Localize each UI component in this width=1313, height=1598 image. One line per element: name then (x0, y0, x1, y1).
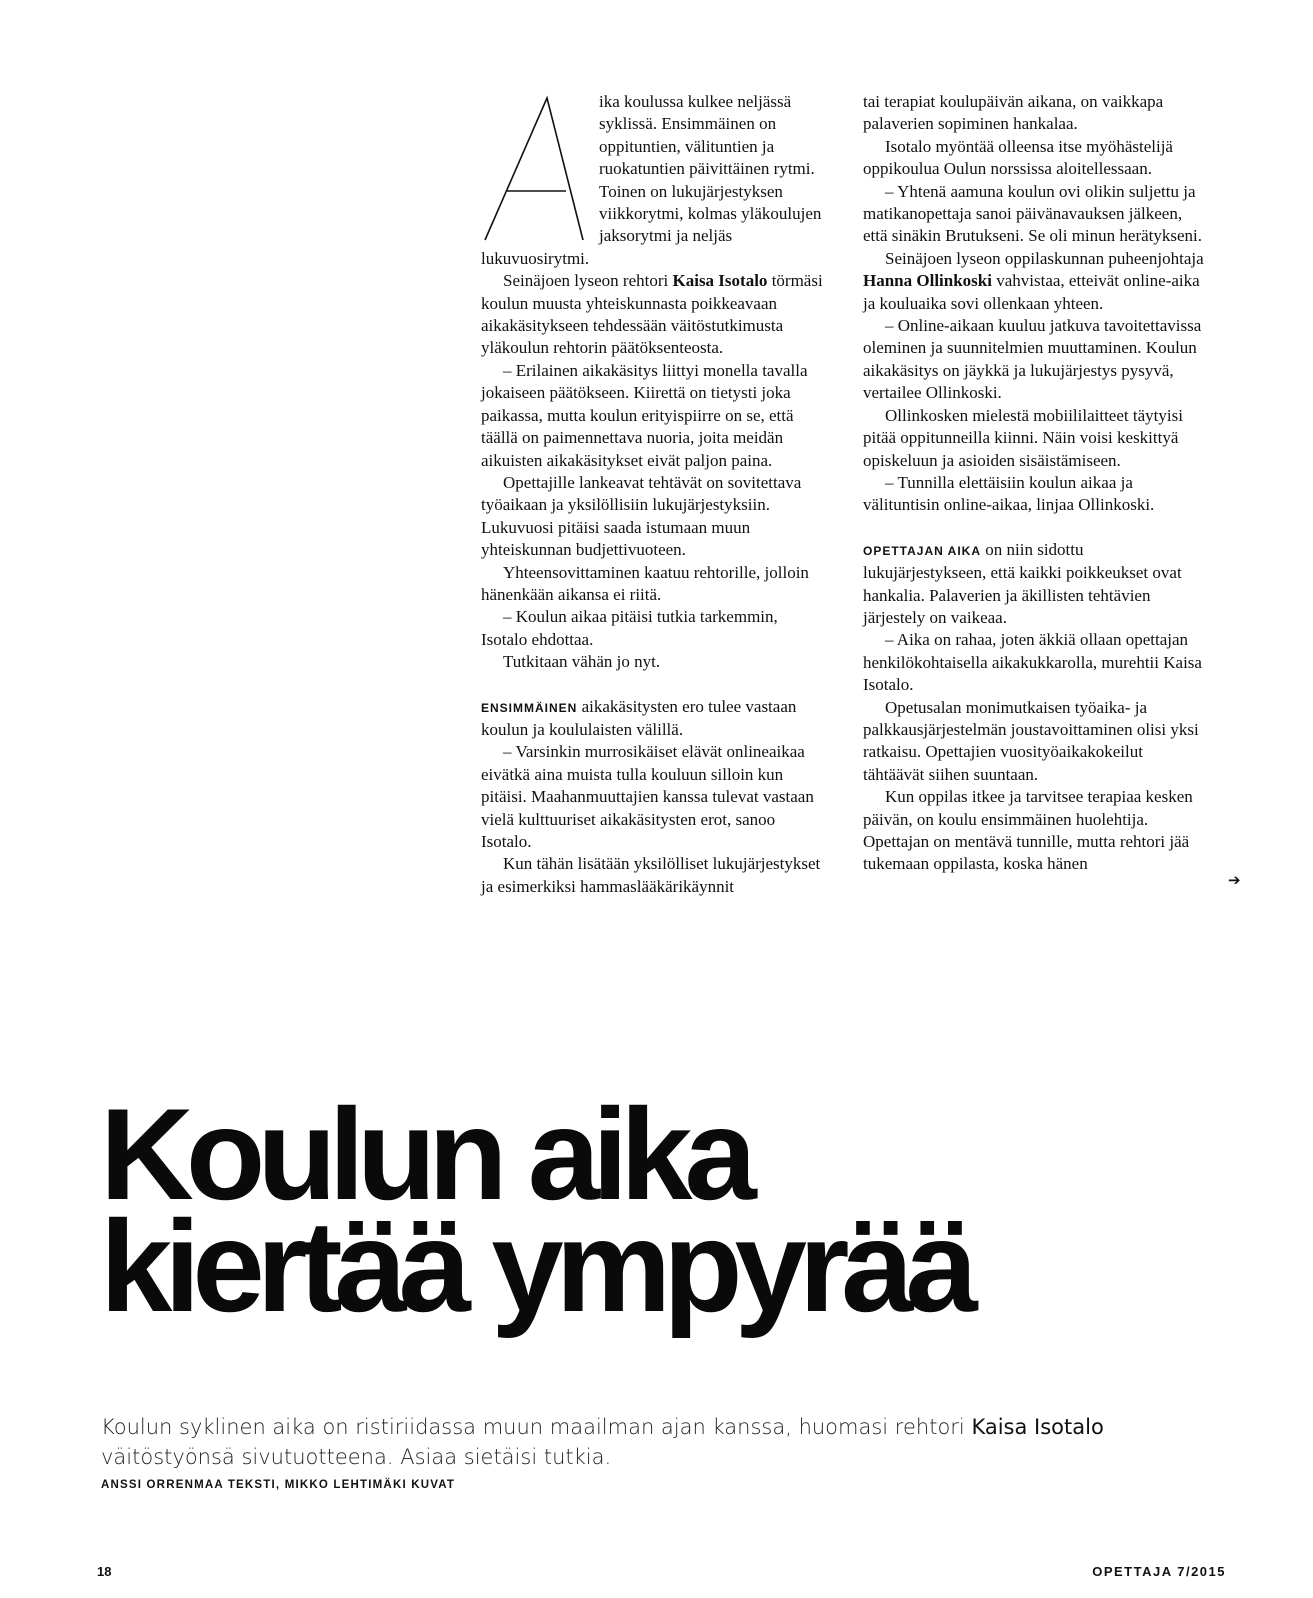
paragraph-text: aikakäsitysten ero tulee vastaan koulun ja koululaisten välillä. (481, 696, 797, 739)
paragraph (863, 248, 1208, 315)
paragraph-text: vahvistaa, etteivät online-aika ja kouluaika sovi ollenkaan yhteen. (863, 271, 1200, 313)
byline: ANSSI ORRENMAA TEKSTI, MIKKO LEHTIMÄKI KUVAT (101, 1479, 456, 1491)
paragraph-text: Seinäjoen lyseon oppilaskunnan puheenjohtaja (885, 248, 1204, 268)
paragraph: – Erilainen aikakäsitys liittyi monella tavalla jokaiseen päätökseen. Kiirettä on tietysti joka paikassa, mutta koulun erityispiirre on se, että täällä on paimennettava nuoria, joita meidän aikuisten aikakäsitykset eivät paljon paina. (481, 360, 808, 470)
magazine-issue: OPETTAJA 7/2015 (1092, 1564, 1226, 1579)
section-lead: ENSIMMÄINEN (481, 700, 578, 715)
deck-text: väitöstyönsä sivutuotteena. Asiaa sietäisi tutkia. (101, 1445, 612, 1469)
headline-line-2: kiertää ympyrää (100, 1193, 971, 1339)
paragraph (863, 539, 1208, 630)
paragraph: tai terapiat koulupäivän aikana, on vaikkapa palaverien sopiminen hankalaa. (863, 92, 1164, 134)
paragraph: – Yhtenä aamuna koulun ovi olikin suljettu ja matikanopettaja sanoi päivänavauksen jälkeen, että sinäkin Brutukseni. Se oli minun herätykseni. (863, 181, 1203, 246)
paragraph-text: Seinäjoen lyseon rehtori (503, 271, 673, 291)
paragraph: – Tunnilla elettäisiin koulun aikaa ja välituntisin online-aikaa, linjaa Ollinkoski. (863, 472, 1155, 515)
paragraph: – Online-aikaan kuuluu jatkuva tavoitettavissa oleminen ja suunnitelmien muuttaminen. Koulun aikakäsitys on jäykkä ja lukujärjestys pysyvä, vertailee Ollinkoski. (863, 316, 1202, 403)
deck-person-name: Kaisa Isotalo (971, 1415, 1104, 1439)
page-number: 18 (97, 1564, 112, 1579)
text-column-1 (481, 91, 826, 898)
paragraph (481, 91, 826, 270)
paragraph-text: törmäsi koulun muusta yhteiskunnasta poikkeavaan aikakäsitykseen tehdessään väitöstutkimusta yläkoulun rehtorin päätöksenteosta. (481, 271, 823, 358)
paragraph: Tutkitaan vähän jo nyt. (503, 652, 661, 672)
paragraph: – Varsinkin murrosikäiset elävät onlineaikaa eivätkä aina muista tulla kouluun silloin kun pitäisi. Maahanmuuttajien kanssa tulevat vastaan vielä kulttuuriset aikakäsitysten erot, sanoo Isotalo. (481, 742, 814, 851)
paragraph: – Aika on rahaa, joten äkkiä ollaan opettajan henkilökohtaisella aikakukkarolla, murehtii Kaisa Isotalo. (863, 630, 1202, 695)
headline (100, 1081, 971, 1339)
person-name: Hanna Ollinkoski (863, 271, 992, 291)
paragraph: Ollinkosken mielestä mobiililaitteet täytyisi pitää oppitunneilla kiinni. Näin voisi keskittyä opiskeluun ja asioiden sisäistämiseen. (863, 405, 1183, 470)
paragraph: Isotalo myöntää olleensa itse myöhästelijä oppikoulua Oulun norssissa aloitellessaan. (863, 136, 1173, 179)
deck (101, 1412, 1201, 1472)
headline-line-1: Koulun aika (100, 1081, 749, 1227)
paragraph: Opetusalan monimutkaisen työaika- ja palkkausjärjestelmän joustavoittaminen olisi yksi ratkaisu. Opettajien vuosityöaikakokeilut tähtäävät siihen suuntaan. (863, 697, 1199, 784)
person-name: Kaisa Isotalo (672, 271, 768, 291)
paragraph-text: ika koulussa kulkee neljässä syklissä. Ensimmäinen on oppituntien, välituntien ja ruokatuntien päivittäinen rytmi. Toinen on lukujärjestyksen viikkorytmi, kolmas yläkoulujen jaksorytmi ja neljäs lukuvuosirytmi. (481, 92, 822, 268)
paragraph: Kun oppilas itkee ja tarvitsee terapiaa kesken päivän, on koulu ensimmäinen huolehtija. Opettajan on mentävä tunnille, mutta rehtori jää tukemaan oppilasta, koska hänen (863, 787, 1193, 874)
text-column-2 (863, 91, 1208, 876)
dropcap-a (481, 94, 585, 242)
paragraph: – Koulun aikaa pitäisi tutkia tarkemmin, Isotalo ehdottaa. (481, 607, 778, 649)
paragraph: Opettajille lankeavat tehtävät on sovitettava työaikaan ja yksilöllisiin lukujärjestyksiin. Lukuvuosi pitäisi saada istumaan muun yhteiskunnan budjettivuoteen. (481, 472, 802, 560)
continue-arrow-icon: ➔ (1228, 871, 1241, 889)
paragraph (481, 696, 826, 742)
paragraph (481, 270, 826, 360)
paragraph: Yhteensovittaminen kaatuu rehtorille, jolloin hänenkään aikansa ei riitä. (481, 562, 809, 604)
paragraph-text: on niin sidottu lukujärjestykseen, että kaikki poikkeukset ovat hankalia. Palaverien ja äkillisten tehtävien järjestely on vaikeaa. (863, 539, 1182, 627)
paragraph: Kun tähän lisätään yksilölliset lukujärjestykset ja esimerkiksi hammaslääkärikäynnit (481, 854, 821, 896)
section-lead: OPETTAJAN AIKA (863, 543, 982, 558)
deck-text: Koulun syklinen aika on ristiriidassa muun maailman ajan kanssa, huomasi rehtori (101, 1415, 972, 1439)
